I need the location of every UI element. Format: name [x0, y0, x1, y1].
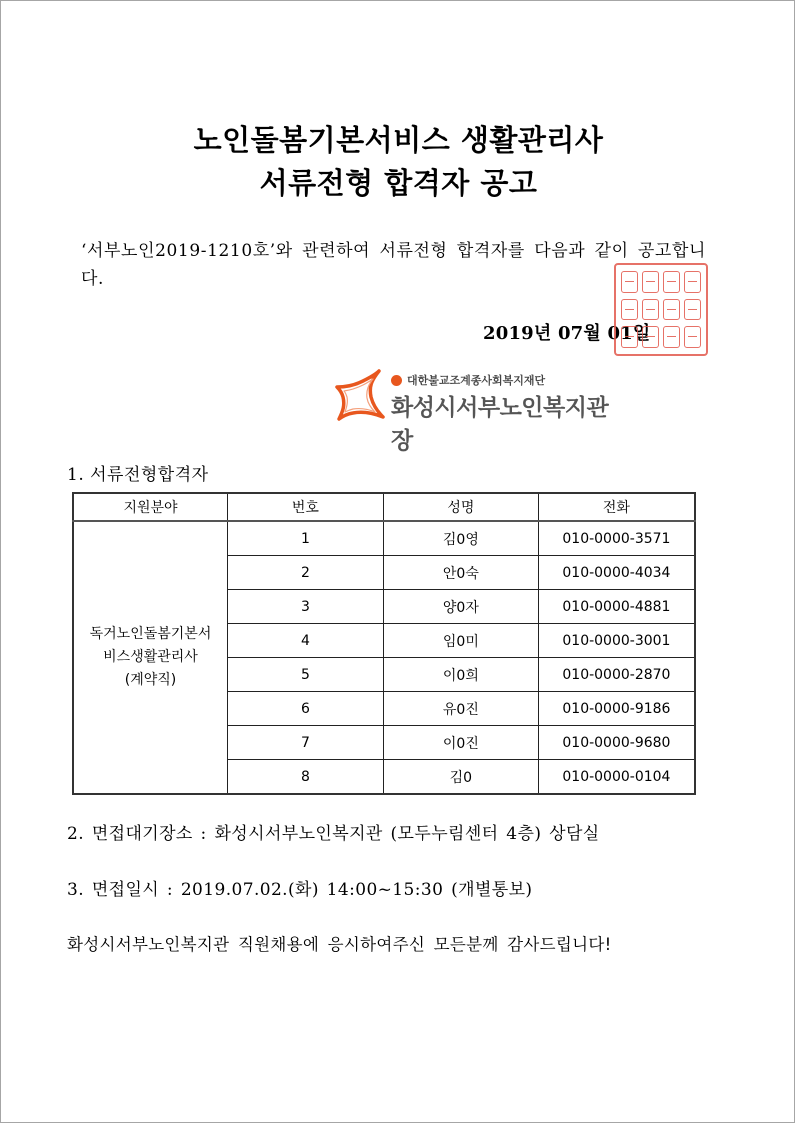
name-cell: 김0 [383, 760, 538, 795]
title-line-1: 노인돌봄기본서비스 생활관리사 [193, 123, 604, 157]
number-cell: 1 [227, 521, 383, 556]
closing-message: 화성시서부노인복지관 직원채용에 응시하여주신 모든분께 감사드립니다! [67, 935, 612, 954]
foundation-name: 대한불교조계종사회복지재단 [391, 372, 545, 388]
name-cell: 유0진 [383, 692, 538, 726]
phone-cell: 010-0000-3571 [538, 521, 695, 556]
phone-cell: 010-0000-2870 [538, 658, 695, 692]
name-cell: 이0진 [383, 726, 538, 760]
table-header-row [73, 493, 695, 521]
number-cell: 5 [227, 658, 383, 692]
header-name: 성명 [383, 493, 538, 521]
name-cell: 이0희 [383, 658, 538, 692]
table-row [73, 521, 695, 556]
phone-cell: 010-0000-4881 [538, 590, 695, 624]
field-cell: 독거노인돌봄기본서 비스생활관리사 (계약직) [73, 521, 227, 794]
phone-cell: 010-0000-3001 [538, 624, 695, 658]
name-cell: 안0숙 [383, 556, 538, 590]
header-phone: 전화 [538, 493, 695, 521]
phone-cell: 010-0000-0104 [538, 760, 695, 795]
interview-waiting-location: 2. 면접대기장소 : 화성시서부노인복지관 (모두누림센터 4층) 상담실 [67, 824, 600, 844]
organization-logo [335, 367, 625, 454]
phone-cell: 010-0000-9186 [538, 692, 695, 726]
number-cell: 4 [227, 624, 383, 658]
number-cell: 8 [227, 760, 383, 795]
star-logo-icon [335, 367, 387, 421]
number-cell: 3 [227, 590, 383, 624]
section-1-heading: 1. 서류전형합격자 [67, 465, 209, 485]
welfare-center-name: 화성시서부노인복지관장 [391, 395, 609, 454]
name-cell: 양0자 [383, 590, 538, 624]
interview-datetime: 3. 면접일시 : 2019.07.02.(화) 14:00~15:30 (개별통보) [67, 880, 533, 900]
number-cell: 7 [227, 726, 383, 760]
title-line-2: 서류전형 합격자 공고 [259, 166, 538, 200]
phone-cell: 010-0000-9680 [538, 726, 695, 760]
name-cell: 임0미 [383, 624, 538, 658]
dharma-wheel-icon [391, 375, 402, 386]
name-cell: 김0영 [383, 521, 538, 556]
header-field: 지원분야 [73, 493, 227, 521]
intro-paragraph: ‘서부노인2019-1210호’와 관련하여 서류전형 합격자를 다음과 같이 공고합니다. [81, 241, 706, 289]
applicants-table [72, 492, 696, 795]
header-number: 번호 [227, 493, 383, 521]
announcement-date: 2019년 07월 01일 [483, 323, 651, 344]
official-seal-stamp-icon [614, 263, 708, 356]
phone-cell: 010-0000-4034 [538, 556, 695, 590]
number-cell: 2 [227, 556, 383, 590]
number-cell: 6 [227, 692, 383, 726]
